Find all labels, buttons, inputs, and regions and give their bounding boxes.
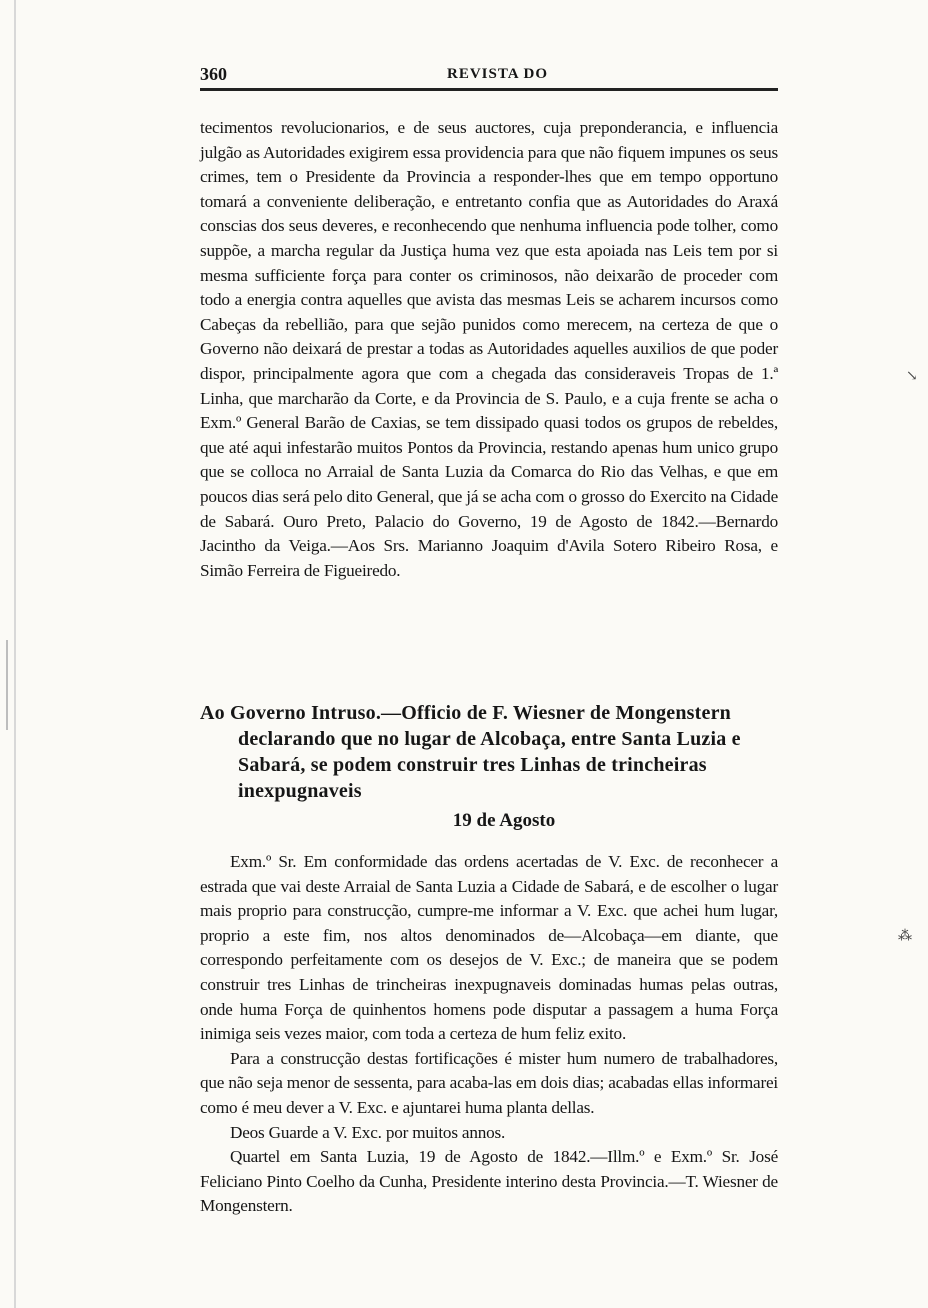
body-section-2 — [200, 850, 778, 1219]
paragraph: Para a construcção destas fortificações é mister hum numero de trabalhadores, que não seja menor de sessenta, para acaba-las em dois dias; acabadas ellas informarei como é meu dever a V. Exc. e ajuntarei huma planta dellas. — [200, 1048, 778, 1117]
paragraph: tecimentos revolucionarios, e de seus auctores, cuja preponderancia, e influencia julgão as Autoridades exigirem essa providencia para que não fiquem impunes os seus crimes, tem o Presidente da Provincia a responder-lhes que em tempo opportuno tomará a conveniente deliberação, e entretanto confia que as Autoridades do Araxá conscias dos seus deveres, e reconhecendo que nenhuma influencia pode tolher, como suppõe, a marcha regular da Justiça huma vez que esta apoiada nas Leis tem por si mesma sufficiente força para conter os criminosos, não deixarão de proceder com todo a energia contra aquelles que avista das mesmas Leis se acharem incursos como Cabeças da rebellião, para que sejão punidos como merecem, na certeza de que o Governo não deixará de prestar a todas as Autoridades aquelles auxilios de que poder dispor, principalmente agora que com a chegada das consideraveis Tropas de 1.ª Linha, que marcharão da Corte, e da Provincia de S. Paulo, e a cuja frente se acha o Exm.º General Barão de Caxias, se tem dissipado quasi todos os grupos de rebeldes, que até aqui infestarão muitos Pontos da Provincia, restando apenas hum unico grupo que se colloca no Arraial de Santa Luzia da Comarca do Rio das Velhas, e que em poucos dias será pelo dito General, que já se acha com o grosso do Exercito na Cidade de Sabará. Ouro Preto, Palacio do Governo, 19 de Agosto de 1842.—Bernardo Jacintho da Veiga.—Aos Srs. Marianno Joaquim d'Avila Sotero Ribeiro Rosa, e Simão Ferreira de Figueiredo. — [200, 118, 778, 580]
body-section-1 — [200, 116, 778, 583]
page-header — [200, 60, 778, 90]
paragraph: Deos Guarde a V. Exc. por muitos annos. — [230, 1122, 506, 1142]
ink-speck: ↘ — [906, 369, 918, 384]
header-rule — [200, 88, 778, 91]
scan-edge — [14, 0, 16, 1308]
section-title: Ao Governo Intruso.—Officio de F. Wiesner de Mongenstern declarando que no lugar de Alcobaça, entre Santa Luzia e Sabará, se podem construir tres Linhas de trincheiras inexpugnaveis — [200, 702, 741, 802]
ink-speck: ⁂ — [898, 929, 912, 944]
section-date: 19 de Agosto — [452, 810, 556, 831]
scan-edge — [6, 640, 8, 730]
paragraph: Exm.º Sr. Em conformidade das ordens acertadas de V. Exc. de reconhecer a estrada que vai deste Arraial de Santa Luzia a Cidade de Sabará, e de escolher o lugar mais proprio para construcção, cumpre-me informar a V. Exc. que achei hum lugar, proprio a este fim, nos altos denominados de—Alcobaça—em diante, que correspondo perfeitamente com os desejos de V. Exc.; de maneira que se podem construir tres Linhas de trincheiras inexpugnaveis dominadas humas pelas outras, onde huma Força de quinhentos homens pode disputar a passagem a huma Força inimiga seis vezes maior, com toda a certeza de hum feliz exito. — [200, 852, 778, 1044]
page-number: 360 — [200, 64, 227, 84]
running-title: REVISTA DO — [447, 66, 548, 82]
paragraph: Quartel em Santa Luzia, 19 de Agosto de 1842.—Illm.º e Exm.º Sr. José Feliciano Pinto Coelho da Cunha, Presidente interino desta Provincia.—T. Wiesner de Mongenstern. — [200, 1147, 778, 1216]
section-heading — [200, 700, 778, 832]
